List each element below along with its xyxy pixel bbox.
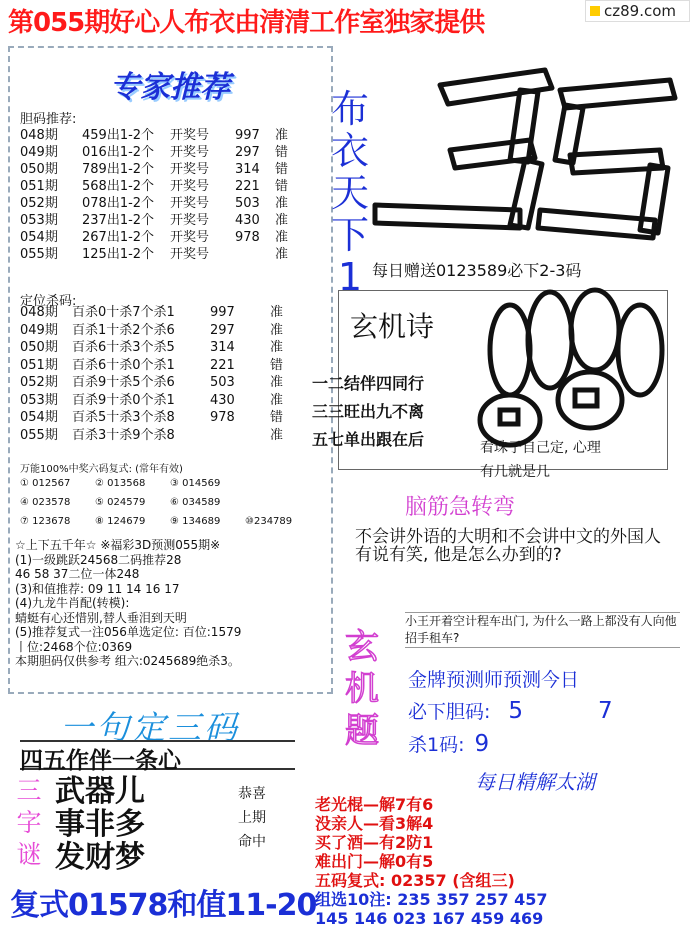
xjt-question: 小王开着空计程车出门, 为什么一路上都没有人向他招手租车?	[405, 612, 680, 648]
coin-hole	[575, 390, 597, 406]
one-sentence-title: 一句定三码	[60, 708, 240, 747]
kill-cell: 准	[270, 427, 284, 443]
bar-shape	[538, 210, 655, 238]
dan-cell: 125出1-2个	[82, 247, 155, 262]
kill-cell: 055期	[20, 427, 58, 443]
kill-cell: 051期	[20, 357, 58, 373]
dan-cell: 准	[275, 213, 289, 228]
page-title: 第055期好心人布衣由清清工作室独家提供	[8, 8, 485, 38]
answer-line: 没亲人—看3解4	[315, 814, 434, 833]
kill-row	[20, 340, 320, 357]
dan-row	[20, 128, 320, 145]
kill-table	[20, 305, 320, 445]
coin-hole	[500, 410, 518, 424]
combo-item: ⑩234789	[245, 516, 293, 527]
kill-cell: 049期	[20, 322, 58, 338]
zi-mi-label: 三字谜	[16, 776, 42, 869]
combo-item: ⑦ 123678	[20, 516, 71, 527]
kill-cell: 314	[210, 340, 235, 355]
combo-item: ① 012567	[20, 478, 71, 489]
dan-cell: 459出1-2个	[82, 128, 155, 143]
dan-cell: 开奖号	[170, 128, 210, 143]
kill-cell: 百杀6十杀3个杀5	[72, 340, 175, 355]
combo-item: ④ 023578	[20, 497, 71, 508]
prediction-line: (4)九龙牛肖配(转模):	[15, 596, 130, 610]
brain-teaser-title: 脑筋急转弯	[405, 495, 516, 520]
dan-cell: 049期	[20, 145, 58, 160]
kill-cell: 准	[270, 322, 284, 338]
kill-cell: 221	[210, 357, 235, 373]
gongxi-note: 恭喜 上期 命中	[238, 786, 266, 850]
kill-cell: 053期	[20, 392, 58, 408]
dan-cell: 错	[275, 145, 289, 160]
gold-line-1: 金牌预测师预测今日	[408, 669, 580, 691]
watermark: cz89.com	[585, 0, 690, 22]
kill-label: 定位杀码:	[20, 294, 77, 309]
kill-cell: 048期	[20, 305, 58, 320]
dan-cell: 准	[275, 196, 289, 211]
fushi-line: 复式01578和值11-20	[10, 888, 317, 923]
kill-cell: 准	[270, 392, 284, 408]
prediction-line: (3)和值推荐: 09 11 14 16 17	[15, 581, 180, 596]
prediction-line: (5)推荐复式一注056单选定位: 百位:1579	[15, 625, 242, 639]
dan-cell: 997	[235, 128, 260, 143]
dan-cell: 开奖号	[170, 162, 210, 177]
dan-cell: 开奖号	[170, 213, 210, 228]
dan-cell: 297	[235, 145, 260, 160]
kill-cell: 百杀1十杀2个杀6	[72, 322, 175, 338]
dan-row	[20, 179, 320, 196]
dan-cell: 053期	[20, 213, 58, 228]
dan-cell: 开奖号	[170, 196, 210, 211]
dan-cell: 准	[275, 247, 289, 262]
kill-cell: 997	[210, 305, 235, 320]
kill-cell: 准	[270, 340, 284, 355]
dan-cell: 078出1-2个	[82, 196, 155, 211]
kill-cell: 052期	[20, 375, 58, 390]
dan-cell: 052期	[20, 196, 58, 211]
bar-shape	[560, 80, 675, 108]
kill-cell: 050期	[20, 340, 58, 355]
dan-row	[20, 145, 320, 162]
dan-cell: 314	[235, 162, 260, 177]
buyi-title: 布 衣 天 下 1	[330, 87, 369, 299]
kill-cell: 百杀5十杀3个杀8	[72, 410, 175, 425]
expert-heading: 专家推荐	[110, 70, 230, 105]
dan-row	[20, 196, 320, 213]
kill-row	[20, 358, 320, 375]
kill-cell: 297	[210, 322, 235, 338]
riddle-lines: 武器儿 事非多 发财梦	[55, 774, 145, 875]
kill-cell: 430	[210, 392, 235, 408]
phrase: 四五作伴一条心	[20, 740, 295, 770]
kill-cell: 准	[270, 305, 284, 320]
prediction-line: 丨位:2468个位:0369	[15, 639, 133, 654]
kill-row	[20, 323, 320, 340]
dan-cell: 054期	[20, 230, 58, 245]
big-numbers-graphic	[370, 60, 685, 255]
kill-cell: 百杀0十杀7个杀1	[72, 305, 175, 320]
kill-cell: 百杀3十杀9个杀8	[72, 427, 175, 443]
kill-row	[20, 393, 320, 410]
xjt-char: 机	[345, 669, 379, 709]
dan-cell: 准	[275, 230, 289, 245]
combo-item: ⑥ 034589	[170, 497, 221, 508]
dan-row	[20, 230, 320, 247]
prediction-line: ☆上下五千年☆ ※福彩3D预测055期※	[15, 538, 221, 552]
taihu-title: 每日精解太湖	[475, 770, 595, 794]
dan-cell: 开奖号	[170, 247, 210, 262]
dan-row	[20, 213, 320, 230]
kill-row	[20, 410, 320, 427]
combo-item: ② 013568	[95, 478, 146, 489]
bar-shape	[375, 205, 520, 228]
coins-graphic	[470, 280, 670, 460]
dan-cell: 789出1-2个	[82, 162, 155, 177]
dan-cell: 开奖号	[170, 179, 210, 194]
dan-cell: 503	[235, 196, 260, 211]
coin-shape	[571, 290, 619, 370]
dan-cell: 568出1-2个	[82, 179, 155, 194]
kill-cell: 054期	[20, 410, 58, 425]
dan-cell: 221	[235, 179, 260, 194]
kill-cell: 准	[270, 375, 284, 390]
kill-cell: 978	[210, 410, 235, 425]
dan-cell: 430	[235, 213, 260, 228]
answer-line: 老光棍—解7有6	[315, 795, 434, 814]
dan-cell: 016出1-2个	[82, 145, 155, 160]
kill-cell: 503	[210, 375, 235, 390]
prediction-line: (1)一级跳跃24568二码推荐28	[15, 552, 182, 567]
answer-line: 145 146 023 167 459 469	[315, 909, 544, 928]
dan-cell: 开奖号	[170, 230, 210, 245]
dan-label: 胆码推荐:	[20, 112, 77, 127]
xjt-char: 题	[345, 711, 379, 750]
coin-note: 看珠子自己定, 心理 有几就是几	[480, 440, 601, 480]
xjt-label-graphic	[340, 620, 395, 750]
combo-grid	[20, 478, 320, 533]
prediction-line: 本期胆码仅供参考 组六:0245689绝杀3。	[15, 654, 240, 668]
gold-line-3: 杀1码: 9	[408, 731, 490, 757]
dan-table	[20, 128, 320, 268]
dan-cell: 978	[235, 230, 260, 245]
dan-row	[20, 247, 320, 264]
dan-cell: 048期	[20, 128, 58, 143]
xjt-char: 玄	[345, 627, 379, 667]
kill-row	[20, 428, 320, 445]
coin-shape	[490, 305, 530, 395]
prediction-section	[15, 538, 330, 669]
answers-block	[315, 795, 690, 928]
combo-item: ⑤ 024579	[95, 497, 146, 508]
prediction-line: 46 58 37二位一体248	[15, 567, 140, 581]
combo-label: 万能100%中奖六码复式: (常年有效)	[20, 464, 183, 475]
coin-shape	[618, 305, 662, 395]
answer-line: 难出门—解0有5	[315, 852, 434, 871]
dan-row	[20, 162, 320, 179]
square-icon	[590, 6, 600, 16]
poem: 一二结伴四同行 三三旺出九不离 五七单出跟在后	[312, 374, 425, 449]
kill-cell: 百杀9十杀0个杀1	[72, 392, 175, 408]
combo-item: ③ 014569	[170, 478, 221, 489]
dan-cell: 051期	[20, 179, 58, 194]
combo-item: ⑨ 134689	[170, 516, 221, 527]
prediction-line: 蜻蜓有心还惜别,替人垂泪到天明	[15, 610, 187, 625]
kill-cell: 错	[270, 410, 284, 425]
kill-cell: 百杀9十杀5个杀6	[72, 375, 175, 390]
dan-cell: 错	[275, 162, 289, 177]
kill-row	[20, 305, 320, 322]
kill-row	[20, 375, 320, 392]
xuanji-title: 玄机诗	[350, 310, 435, 343]
coin-shape	[558, 372, 622, 428]
dan-cell: 050期	[20, 162, 58, 177]
dan-cell: 055期	[20, 247, 58, 262]
gift-line: 每日赠送0123589必下2-3码	[372, 261, 582, 280]
dan-cell: 开奖号	[170, 145, 210, 160]
coin-shape	[528, 292, 572, 388]
answer-line: 组选10注: 235 357 257 457	[315, 890, 548, 909]
gold-line-2: 必下胆码: 5 7	[408, 698, 613, 724]
answer-line: 五码复式: 02357 (含组三)	[315, 871, 515, 890]
brain-question: 不会讲外语的大明和不会讲中文的外国人有说有笑, 他是怎么办到的?	[355, 527, 661, 565]
answer-line: 买了酒—有2防1	[315, 833, 434, 852]
dan-cell: 237出1-2个	[82, 213, 155, 228]
dan-cell: 准	[275, 128, 289, 143]
kill-cell: 百杀6十杀0个杀1	[72, 357, 175, 373]
combo-item: ⑧ 124679	[95, 516, 146, 527]
kill-cell: 错	[270, 357, 284, 373]
dan-cell: 错	[275, 179, 289, 194]
dan-cell: 267出1-2个	[82, 230, 155, 245]
